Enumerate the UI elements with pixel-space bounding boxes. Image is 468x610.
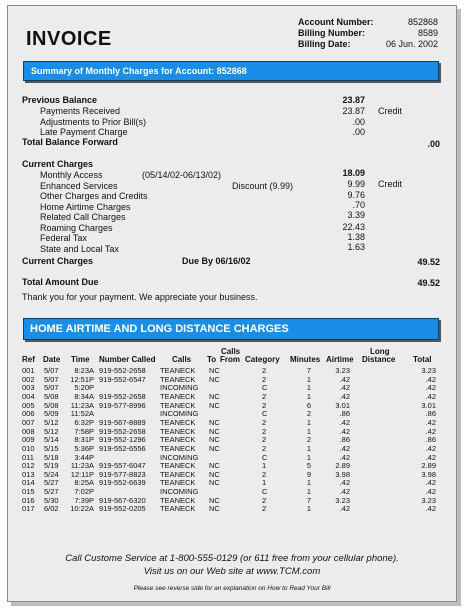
date-cell: 6/02 [44, 504, 59, 514]
from-cell: 2 [262, 435, 267, 445]
calls-cell: INCOMING [160, 487, 199, 497]
previous-item-label: Payments Received [40, 106, 121, 116]
number-cell: 919-577-8996 [99, 400, 146, 410]
date-cell: 5/27 [44, 487, 59, 497]
number-cell: 919-552-6556 [99, 443, 146, 453]
total-cell: .42 [425, 478, 436, 488]
total-cell: .42 [425, 391, 436, 401]
from-cell: C [262, 409, 268, 419]
number-cell: 919-577-8823 [99, 469, 146, 479]
from-cell: 1 [262, 478, 267, 488]
current-charges-label: Current Charges [22, 159, 94, 169]
ref-cell: 017 [22, 504, 35, 514]
col-long-top-header: Long [370, 347, 390, 356]
previous-item-note: Credit [378, 106, 403, 116]
to-cell: NC [209, 417, 220, 427]
total-amount-due-amount: 49.52 [417, 278, 440, 288]
minutes-cell: 1 [306, 391, 311, 401]
airtime-cell: .42 [339, 374, 350, 384]
current-item-amount: 22.43 [342, 222, 365, 232]
footer-service-line: Call Custome Service at 1-800-555-0129 (or 611 free from your cellular phone). [65, 553, 399, 564]
time-cell: 8:31P [74, 435, 94, 445]
current-item-amount: 1.63 [347, 242, 365, 252]
total-cell: .86 [425, 409, 436, 419]
calls-cell: INCOMING [160, 409, 199, 419]
current-total-label: Current Charges [22, 256, 94, 266]
account-number-value: 852868 [407, 17, 438, 27]
date-cell: 5/08 [44, 391, 59, 401]
time-cell: 8:25A [74, 478, 94, 488]
total-cell: .42 [425, 504, 436, 514]
current-item-amount: 9.99 [347, 179, 365, 189]
col-total-header: Total [413, 355, 432, 364]
total-cell: .42 [425, 452, 436, 462]
number-cell: 919-552-2658 [99, 391, 146, 401]
date-cell: 5/19 [44, 461, 59, 471]
col-date-header: Date [43, 355, 61, 364]
minutes-cell: 2 [306, 435, 311, 445]
date-cell: 5/07 [44, 366, 59, 375]
current-item-extra: Discount (9.99) [232, 180, 294, 191]
time-cell: 3:44P [74, 452, 94, 462]
current-item-amount: 1.38 [347, 232, 365, 242]
summary-header-bar [23, 61, 439, 81]
time-cell: 8:34A [74, 391, 94, 401]
number-cell: 919-552-1296 [99, 435, 146, 445]
current-item-amount: .70 [352, 200, 365, 210]
current-item-label: Enhanced Services [40, 180, 118, 191]
total-cell: .42 [425, 383, 436, 393]
date-cell: 5/27 [44, 478, 59, 488]
ref-cell: 005 [22, 400, 35, 410]
date-cell: 5/15 [44, 443, 59, 453]
footer-website-line: Visit us on our Web site at www.TCM.com [143, 566, 321, 577]
to-cell: NC [209, 478, 220, 488]
previous-balance-label: Previous Balance [22, 95, 98, 105]
airtime-cell: 3.01 [335, 400, 350, 410]
to-cell: NC [209, 469, 220, 479]
calls-cell: TEANECK [160, 400, 196, 410]
billing-date-row [298, 39, 438, 50]
time-cell: 12:11P [70, 469, 94, 479]
current-total-amount: 49.52 [417, 257, 440, 267]
current-item-amount: 9.76 [347, 190, 365, 200]
time-cell: 11:52A [70, 409, 94, 419]
charges-header-text: HOME AIRTIME AND LONG DISTANCE CHARGES [30, 323, 289, 335]
from-cell: 2 [262, 426, 267, 436]
from-cell: C [262, 487, 268, 497]
total-cell: .42 [425, 487, 436, 497]
number-cell: 919-552-2658 [99, 426, 146, 436]
col-calls-header: Calls [172, 355, 192, 364]
from-cell: 1 [262, 461, 267, 471]
current-item-label: Related Call Charges [40, 212, 126, 222]
col-number-header: Number Called [99, 355, 156, 364]
airtime-cell: .42 [339, 417, 350, 427]
charges-header-bar [23, 318, 439, 340]
to-cell: NC [209, 426, 220, 436]
airtime-cell: 3.98 [335, 469, 350, 479]
calls-cell: TEANECK [160, 504, 196, 514]
time-cell: 12:51P [70, 374, 94, 384]
thank-you-message: Thank you for your payment. We appreciate your business. [22, 292, 258, 302]
col-minutes-header: Minutes [290, 355, 321, 364]
ref-cell: 007 [22, 417, 35, 427]
to-cell: NC [209, 366, 220, 375]
minutes-cell: 7 [306, 495, 311, 505]
minutes-cell: 9 [306, 469, 311, 479]
to-cell: NC [209, 374, 220, 384]
from-cell: 2 [262, 417, 267, 427]
billing-date-label: Billing Date: [298, 39, 351, 49]
total-cell: .86 [425, 435, 436, 445]
minutes-cell: 5 [306, 461, 311, 471]
number-cell: 919-552-2658 [99, 366, 146, 375]
current-item-label: State and Local Tax [40, 243, 119, 254]
total-cell: 3.23 [421, 495, 436, 505]
footer-note: Please see reverse side for an explanation on How to Read Your Bill [133, 585, 331, 592]
ref-cell: 010 [22, 443, 35, 453]
previous-item-label: Late Payment Charge [40, 127, 128, 137]
from-cell: 2 [262, 391, 267, 401]
ref-cell: 011 [22, 452, 34, 462]
number-cell: 919-557-6047 [99, 461, 146, 471]
number-cell: 919-567-8889 [99, 417, 146, 427]
time-cell: 11:23A [70, 400, 94, 410]
summary-header-text: Summary of Monthly Charges for Account: 852868 [31, 66, 247, 76]
airtime-cell: .42 [339, 504, 350, 514]
ref-cell: 012 [22, 461, 35, 471]
number-cell: 919-552-6547 [99, 374, 146, 384]
col-ref-header: Ref [22, 355, 35, 364]
billing-number-row [298, 28, 438, 39]
ref-cell: 014 [22, 478, 35, 488]
minutes-cell: 1 [306, 504, 311, 514]
col-to-header: To [207, 355, 217, 364]
from-cell: 2 [262, 495, 267, 505]
to-cell: NC [209, 461, 220, 471]
total-cell: .42 [425, 426, 436, 436]
from-cell: 2 [262, 504, 267, 514]
total-cell: 3.23 [421, 366, 436, 375]
calls-cell: TEANECK [160, 478, 196, 488]
ref-cell: 002 [22, 374, 35, 384]
ref-cell: 006 [22, 409, 35, 419]
minutes-cell: 1 [306, 487, 311, 497]
calls-cell: INCOMING [160, 383, 199, 393]
ref-cell: 004 [22, 391, 35, 401]
billing-date-value: 06 Jun. 2002 [385, 39, 438, 49]
ref-cell: 009 [22, 435, 35, 445]
time-cell: 5:36P [74, 443, 94, 453]
total-cell: 2.89 [421, 461, 436, 471]
minutes-cell: 7 [306, 366, 311, 375]
calls-cell: TEANECK [160, 443, 196, 453]
date-cell: 5/18 [44, 452, 59, 462]
previous-item-label: Adjustments to Prior Bill(s) [40, 116, 147, 127]
calls-cell: INCOMING [160, 452, 199, 462]
from-cell: 2 [262, 443, 267, 453]
airtime-cell: .42 [339, 478, 350, 488]
date-cell: 5/12 [44, 426, 59, 436]
current-charges-amount: 18.09 [342, 168, 365, 178]
minutes-cell: 1 [306, 374, 311, 384]
col-distance-header: Distance [362, 355, 396, 364]
total-cell: .42 [425, 443, 436, 453]
date-cell: 5/07 [44, 374, 59, 384]
minutes-cell: 1 [306, 478, 311, 488]
from-cell: 2 [262, 366, 267, 375]
calls-cell: TEANECK [160, 426, 196, 436]
billing-number-value: 8589 [417, 28, 438, 38]
date-cell: 5/08 [44, 400, 59, 410]
previous-item-amount: .00 [352, 127, 365, 137]
airtime-cell: 2.89 [335, 461, 350, 471]
calls-cell: TEANECK [160, 417, 196, 427]
time-cell: 7:39P [74, 495, 94, 505]
current-item-amount: 3.39 [347, 210, 365, 220]
to-cell: NC [209, 443, 220, 453]
airtime-cell: 3.23 [335, 366, 350, 375]
balance-forward-label: Total Balance Forward [22, 137, 118, 147]
date-cell: 5/14 [44, 435, 59, 445]
previous-item-amount: 23.87 [342, 106, 365, 116]
airtime-cell: .86 [339, 409, 350, 419]
current-item-label: Other Charges and Credits [40, 191, 148, 201]
calls-cell: TEANECK [160, 461, 196, 471]
account-info [298, 17, 438, 50]
col-airtime-header: Airtime [326, 355, 354, 364]
airtime-cell: 3.23 [335, 495, 350, 505]
to-cell: NC [209, 504, 220, 514]
time-cell: 11:23A [70, 461, 94, 471]
from-cell: C [262, 452, 268, 462]
time-cell: 6:32P [74, 417, 94, 427]
date-cell: 5/30 [44, 495, 59, 505]
time-cell: 7:02P [74, 487, 94, 497]
to-cell: NC [209, 495, 220, 505]
number-cell: 919-552-6639 [99, 478, 146, 488]
time-cell: 5:20P [74, 383, 94, 393]
airtime-cell: .42 [339, 391, 350, 401]
total-cell: .42 [425, 374, 436, 384]
current-item-label: Monthly Access [40, 170, 103, 180]
calls-cell: TEANECK [160, 366, 196, 375]
date-cell: 5/24 [44, 469, 59, 479]
airtime-cell: .42 [339, 383, 350, 393]
to-cell: NC [209, 400, 220, 410]
minutes-cell: 1 [306, 417, 311, 427]
ref-cell: 016 [22, 495, 35, 505]
number-cell: 919-567-6320 [99, 495, 146, 505]
from-cell: 2 [262, 400, 267, 410]
previous-balance-amount: 23.87 [342, 95, 365, 105]
current-item-extra: (05/14/02-06/13/02) [142, 170, 222, 180]
from-cell: C [262, 383, 268, 393]
calls-cell: TEANECK [160, 495, 196, 505]
date-cell: 5/12 [44, 417, 59, 427]
calls-cell: TEANECK [160, 391, 196, 401]
date-cell: 5/09 [44, 409, 59, 419]
previous-item-amount: .00 [352, 116, 365, 127]
ref-cell: 003 [22, 383, 35, 393]
from-cell: 2 [262, 469, 267, 479]
balance-forward-amount: .00 [427, 139, 440, 149]
current-item-label: Home Airtime Charges [40, 201, 131, 212]
minutes-cell: 2 [306, 409, 311, 419]
total-cell: 3.98 [421, 469, 436, 479]
col-from-header: From [220, 355, 240, 364]
total-cell: .42 [425, 417, 436, 427]
to-cell: NC [209, 435, 220, 445]
from-cell: 2 [262, 374, 267, 384]
ref-cell: 008 [22, 426, 35, 436]
col-time-header: Time [71, 355, 90, 364]
billing-number-label: Billing Number: [298, 28, 365, 38]
minutes-cell: 1 [306, 443, 311, 453]
invoice-page [7, 5, 457, 602]
minutes-cell: 6 [306, 400, 311, 410]
invoice-title: INVOICE [26, 28, 112, 50]
airtime-cell: .86 [339, 435, 350, 445]
minutes-cell: 1 [306, 426, 311, 436]
minutes-cell: 1 [306, 452, 311, 462]
calls-cell: TEANECK [160, 374, 196, 384]
calls-cell: TEANECK [160, 469, 196, 479]
airtime-cell: .42 [339, 426, 350, 436]
calls-cell: TEANECK [160, 435, 196, 445]
total-amount-due-label: Total Amount Due [22, 277, 99, 287]
time-cell: 10:22A [70, 504, 94, 514]
current-item-label: Roaming Charges [40, 222, 113, 233]
time-cell: 7:58P [74, 426, 94, 436]
due-date-label: Due By 06/16/02 [182, 256, 251, 266]
minutes-cell: 1 [306, 383, 311, 393]
ref-cell: 015 [22, 487, 35, 497]
time-cell: 8:23A [74, 366, 94, 375]
to-cell: NC [209, 391, 220, 401]
date-cell: 5/07 [44, 383, 59, 393]
ref-cell: 001 [22, 366, 35, 375]
airtime-cell: .42 [339, 487, 350, 497]
ref-cell: 013 [22, 469, 35, 479]
col-category-header: Category [245, 355, 280, 364]
col-calls-top-header: Calls [221, 347, 241, 356]
airtime-cell: .42 [339, 443, 350, 453]
airtime-cell: .42 [339, 452, 350, 462]
current-item-note: Credit [378, 179, 403, 189]
account-number-row [298, 17, 438, 28]
account-number-label: Account Number: [298, 17, 374, 27]
number-cell: 919-552-0205 [99, 504, 146, 514]
total-cell: 3.01 [421, 400, 436, 410]
current-item-label: Federal Tax [40, 233, 87, 243]
